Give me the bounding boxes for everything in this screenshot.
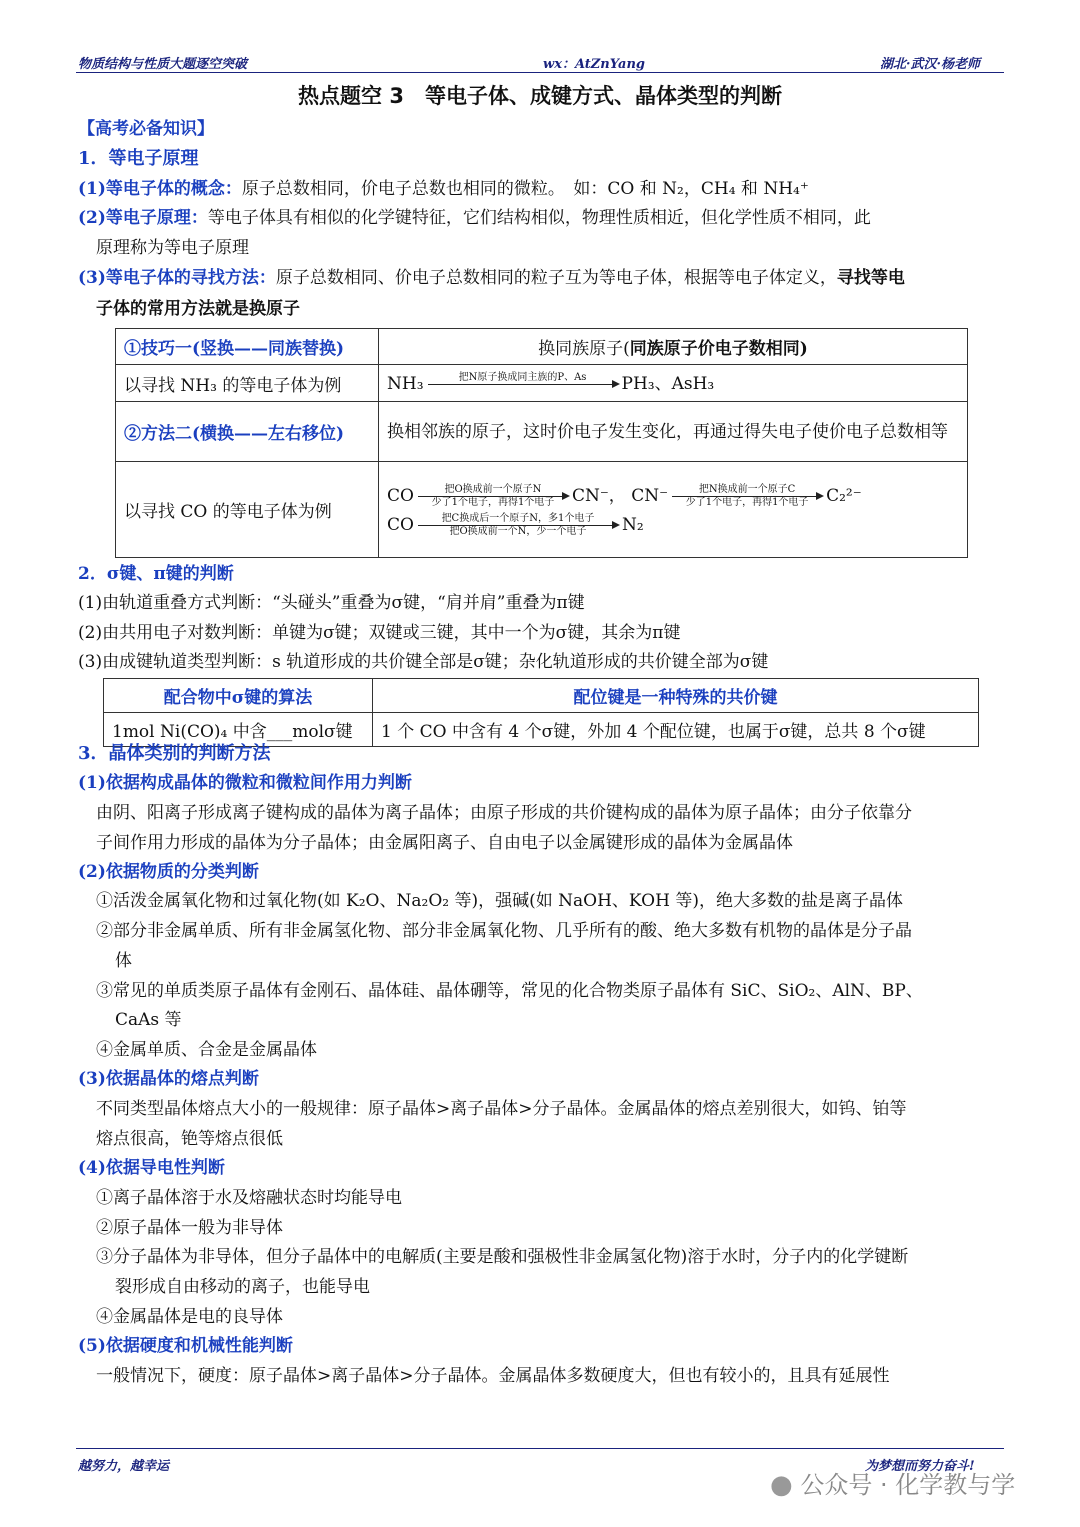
s1-p2 — [78, 207, 871, 229]
s3-a-label: (1)依据构成晶体的微粒和微粒间作用力判断 — [78, 773, 412, 793]
s1-p3-text: 原子总数相同、价电子总数相同的粒子互为等电子体，根据等电子体定义， — [275, 268, 837, 288]
s1-p2-text: 等电子体具有相似的化学键特征，它们结构相似，物理性质相近，但化学性质不相同，此 — [207, 208, 871, 228]
s2-l1: (1)由轨道重叠方式判断：“头碰头”重叠为σ键，“肩并肩”重叠为π键 — [78, 593, 585, 613]
t1-r4a-to: CN⁻， — [571, 486, 626, 506]
t1-r3c1: ②方法二(横换——左右移位) — [116, 402, 379, 462]
s3-b-label: (2)依据物质的分类判断 — [78, 862, 259, 882]
t1-r4c-bot: 把O换成前一个N，少一个电子 — [449, 526, 587, 537]
t1-r1c2 — [379, 329, 968, 365]
s1-p2-label: (2)等电子原理： — [78, 208, 208, 228]
s3-c2: 熔点很高，铯等熔点很低 — [96, 1129, 283, 1149]
t1-r4b-to: C₂²⁻ — [826, 486, 862, 506]
s1-p1-text: 原子总数相同，价电子总数也相同的微粒。 如：CO 和 N₂，CH₄ 和 NH₄⁺ — [241, 179, 809, 199]
s3-b2: ②部分非金属单质、所有非金属氢化物、部分非金属氧化物、几乎所有的酸、绝大多数有机物的晶体是分子晶 — [96, 921, 912, 941]
t1-r2-to: PH₃、AsH₃ — [621, 374, 715, 394]
s3-a2: 子间作用力形成的晶体为分子晶体；由金属阳离子、自由电子以金属键形成的晶体为金属晶体 — [96, 833, 793, 853]
s1-p3-label: (3)等电子体的寻找方法： — [78, 268, 276, 288]
t1-r1c2b: 同族原子价电子数相同) — [629, 339, 808, 359]
t1-r2c2 — [379, 365, 968, 402]
s3-b2c: 体 — [115, 951, 132, 971]
s2-heading: 2．σ键、π键的判断 — [78, 564, 234, 584]
s3-e-label: (5)依据硬度和机械性能判断 — [78, 1336, 293, 1356]
t2-c1: 1mol Ni(CO)₄ 中含___molσ键 — [104, 713, 373, 747]
t1-r4c-to: N₂ — [621, 515, 644, 535]
t1-r4c-top: 把C换成后一个原子N，多1个电子 — [441, 513, 595, 524]
s3-d4: ④金属晶体是电的良导体 — [96, 1307, 283, 1327]
s3-b1: ①活泼金属氧化物和过氧化物(如 K₂O、Na₂O₂ 等)，强碱(如 NaOH、KOH 等)，绝大多数的盐是离子晶体 — [96, 891, 903, 911]
footer-rule — [76, 1448, 1004, 1449]
s1-p2-cont: 原理称为等电子原理 — [96, 238, 249, 258]
page-title: 热点题空 3 等电子体、成键方式、晶体类型的判断 — [298, 84, 782, 108]
header-right: 湖北·武汉·杨老师 — [880, 57, 981, 72]
s1-heading: 1．等电子原理 — [78, 148, 199, 169]
s3-a1: 由阴、阳离子形成离子键构成的晶体为离子晶体；由原子形成的共价键构成的晶体为原子晶体；由分子依靠分 — [96, 803, 912, 823]
s1-p1-label: (1)等电子体的概念： — [78, 179, 242, 199]
t1-r4b-top: 把N换成前一个原子C — [698, 484, 796, 495]
wechat-icon: ● — [770, 1470, 793, 1500]
s3-d1: ①离子晶体溶于水及熔融状态时均能导电 — [96, 1188, 402, 1208]
t2-h1: 配合物中σ键的算法 — [104, 679, 373, 713]
t1-r4a-from: CO — [387, 486, 414, 506]
t1-r2-from: NH₃ — [387, 374, 424, 394]
t2-h2: 配位键是一种特殊的共价键 — [373, 679, 979, 713]
t1-r4a-bot: 少了1个电子，再得1个电子 — [431, 497, 555, 508]
s1-p3-cont: 子体的常用方法就是换原子 — [96, 299, 300, 319]
arrow-icon — [428, 384, 618, 385]
s2-l3: (3)由成键轨道类型判断：s 轨道形成的共价键全部是σ键；杂化轨道形成的共价键全部为σ键 — [78, 652, 769, 672]
s1-p1 — [78, 178, 809, 200]
t1-r4b-bot: 少了1个电子，再得1个电子 — [685, 497, 809, 508]
s3-d3c: 裂形成自由移动的离子，也能导电 — [115, 1277, 370, 1297]
table-isoelectronic — [115, 328, 968, 558]
s3-b3: ③常见的单质类原子晶体有金刚石、晶体硅、晶体硼等，常见的化合物类原子晶体有 SiC、SiO₂、AlN、BP、 — [96, 981, 923, 1001]
footer-right: 为梦想而努力奋斗! — [865, 1459, 975, 1474]
t1-r2-arrow-top: 把N原子换成同主族的P、As — [458, 372, 587, 383]
header-center: wx：AtZnYang — [543, 57, 645, 72]
s3-d3: ③分子晶体为非导体，但分子晶体中的电解质(主要是酸和强极性非金属氢化物)溶于水时，分子内的化学键断 — [96, 1247, 909, 1267]
header-rule — [76, 72, 1004, 73]
arrow-icon — [418, 525, 618, 526]
s3-c-label: (3)依据晶体的熔点判断 — [78, 1069, 259, 1089]
s3-e1: 一般情况下，硬度：原子晶体>离子晶体>分子晶体。金属晶体多数硬度大，但也有较小的，且具有延展性 — [96, 1366, 890, 1386]
watermark-text: 公众号 · 化学教与学 — [800, 1471, 1016, 1499]
s3-heading: 3．晶体类别的判断方法 — [78, 743, 271, 764]
s1-p3 — [78, 267, 905, 289]
t1-r1c2a: 换同族原子( — [538, 339, 630, 359]
t1-r4a-top: 把O换成前一个原子N — [444, 484, 542, 495]
s3-d-label: (4)依据导电性判断 — [78, 1158, 225, 1178]
table-sigma — [103, 678, 979, 747]
s3-c1: 不同类型晶体熔点大小的一般规律：原子晶体>离子晶体>分子晶体。金属晶体的熔点差别很大，如钨、铂等 — [96, 1099, 907, 1119]
t1-r2c1: 以寻找 NH₃ 的等电子体为例 — [116, 365, 379, 402]
watermark — [770, 1465, 1015, 1500]
t1-r1c1: ①技巧一(竖换——同族替换) — [116, 329, 379, 365]
s3-d2: ②原子晶体一般为非导体 — [96, 1218, 283, 1238]
t1-r4c1: 以寻找 CO 的等电子体为例 — [116, 462, 379, 558]
t1-r4c2 — [379, 462, 968, 558]
s2-l2: (2)由共用电子对数判断：单键为σ键；双键或三键，其中一个为σ键，其余为π键 — [78, 623, 681, 643]
arrow-icon — [672, 496, 822, 497]
t1-r3c2: 换相邻族的原子，这时价电子发生变化，再通过得失电子使价电子总数相等 — [379, 402, 968, 462]
t1-r4c-from: CO — [387, 515, 414, 535]
t2-c2: 1 个 CO 中含有 4 个σ键，外加 4 个配位键，也属于σ键，总共 8 个σ键 — [373, 713, 979, 747]
footer-left: 越努力，越幸运 — [78, 1459, 170, 1474]
s3-b3c: CaAs 等 — [115, 1010, 182, 1030]
s1-p3-bold: 寻找等电 — [836, 268, 905, 288]
section-tag: 【高考必备知识】 — [78, 119, 214, 139]
s3-b4: ④金属单质、合金是金属晶体 — [96, 1040, 317, 1060]
header-left: 物质结构与性质大题逐空突破 — [78, 57, 248, 72]
t1-r4b-from: CN⁻ — [631, 486, 669, 506]
arrow-icon — [418, 496, 568, 497]
